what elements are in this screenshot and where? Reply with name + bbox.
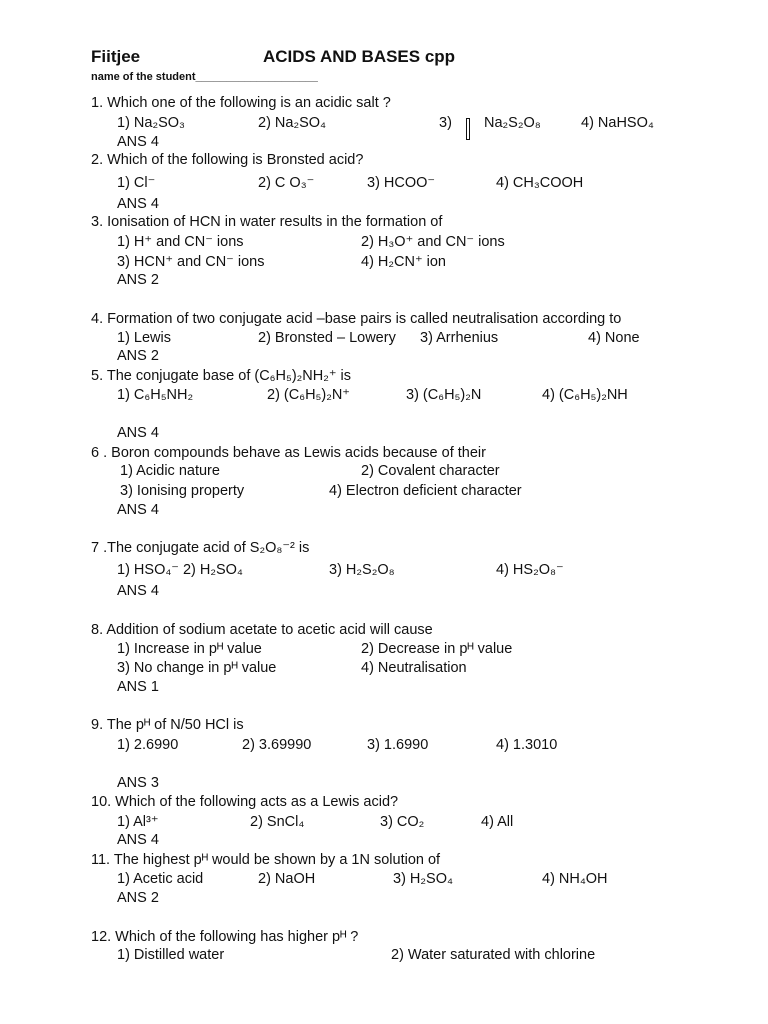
q10-option-2: 2) SnCl₄ [250,814,305,830]
brand-name: Fiitjee [91,47,141,66]
question-3-text: 3. Ionisation of HCN in water results in the formation of [91,214,443,230]
q3-answer: ANS 2 [117,272,159,288]
q11-option-4: 4) NH₄OH [542,871,608,887]
question-10-text: 10. Which of the following acts as a Lewis acid? [91,794,399,810]
question-5-text: 5. The conjugate base of (C₆H₅)₂NH₂⁺ is [91,368,352,384]
q5-option-4: 4) (C₆H₅)₂NH [542,387,628,403]
q4-answer: ANS 2 [117,348,159,364]
student-name-field: name of the student____________________ [91,71,318,83]
q9-option-2: 2) 3.69990 [242,737,312,753]
q6-option-1: 1) Acidic nature [120,463,220,479]
question-7-text: 7 .The conjugate acid of S₂O₈⁻² is [91,540,310,556]
q11-answer: ANS 2 [117,890,159,906]
q1-option-4: 4) NaHSO₄ [581,115,654,131]
q12-option-1: 1) Distilled water [117,947,225,963]
q5-option-2: 2) (C₆H₅)₂N⁺ [267,387,350,403]
q1-option-3-label: 3) [439,115,452,131]
q8-option-2: 2) Decrease in pᴴ value [361,641,513,657]
question-11-text: 11. The highest pᴴ would be shown by a 1N solution of [91,852,441,868]
question-8-text: 8. Addition of sodium acetate to acetic acid will cause [91,622,433,638]
q12-option-2: 2) Water saturated with chlorine [391,947,596,963]
q3-option-4: 4) H₂CN⁺ ion [361,254,446,270]
q10-option-4: 4) All [481,814,514,830]
q5-option-3: 3) (C₆H₅)₂N [406,387,482,403]
question-12-text: 12. Which of the following has higher pᴴ ? [91,929,359,945]
q11-option-2: 2) NaOH [258,871,316,887]
q2-option-2: 2) C O₃⁻ [258,175,315,191]
q5-option-1: 1) C₆H₅NH₂ [117,387,194,403]
q9-answer: ANS 3 [117,775,159,791]
q1-option-2: 2) Na₂SO₄ [258,115,326,131]
q7-answer: ANS 4 [117,583,159,599]
q1-answer: ANS 4 [117,134,159,150]
q4-option-1: 1) Lewis [117,330,171,346]
q2-option-4: 4) CH₃COOH [496,175,584,191]
q2-option-3: 3) HCOO⁻ [367,175,436,191]
q3-option-3: 3) HCN⁺ and CN⁻ ions [117,254,265,270]
q3-option-2: 2) H₃O⁺ and CN⁻ ions [361,234,505,250]
question-6-text: 6 . Boron compounds behave as Lewis acids because of their [91,445,486,461]
q9-option-1: 1) 2.6990 [117,737,179,753]
q8-answer: ANS 1 [117,679,159,695]
q8-option-1: 1) Increase in pᴴ value [117,641,262,657]
q7-option-4: 4) HS₂O₈⁻ [496,562,564,578]
q7-option-1-2: 1) HSO₄⁻ 2) H₂SO₄ [117,562,243,578]
q1-option-1: 1) Na₂SO₃ [117,115,185,131]
question-1-text: 1. Which one of the following is an acidic salt ? [91,95,391,111]
q6-option-3: 3) Ionising property [120,483,245,499]
q8-option-4: 4) Neutralisation [361,660,467,676]
q9-option-4: 4) 1.3010 [496,737,558,753]
q10-option-3: 3) CO₂ [380,814,425,830]
q11-option-1: 1) Acetic acid [117,871,204,887]
bracket-mark [466,118,470,140]
q7-option-3: 3) H₂S₂O₈ [329,562,395,578]
q2-option-1: 1) Cl⁻ [117,175,156,191]
q6-option-4: 4) Electron deficient character [329,483,522,499]
q2-answer: ANS 4 [117,196,159,212]
q6-answer: ANS 4 [117,502,159,518]
question-4-text: 4. Formation of two conjugate acid –base pairs is called neutralisation according to [91,311,622,327]
q8-option-3: 3) No change in pᴴ value [117,660,277,676]
q5-answer: ANS 4 [117,425,159,441]
q10-answer: ANS 4 [117,832,159,848]
question-9-text: 9. The pᴴ of N/50 HCl is [91,717,244,733]
q4-option-2: 2) Bronsted – Lowery [258,330,396,346]
q11-option-3: 3) H₂SO₄ [393,871,453,887]
document-title: ACIDS AND BASES cpp [263,47,456,66]
q4-option-4: 4) None [588,330,640,346]
q9-option-3: 3) 1.6990 [367,737,429,753]
q3-option-1: 1) H⁺ and CN⁻ ions [117,234,244,250]
question-2-text: 2. Which of the following is Bronsted acid? [91,152,364,168]
q6-option-2: 2) Covalent character [361,463,500,479]
q1-option-3: Na₂S₂O₈ [484,115,541,131]
q4-option-3: 3) Arrhenius [420,330,499,346]
q10-option-1: 1) Al³⁺ [117,814,159,830]
